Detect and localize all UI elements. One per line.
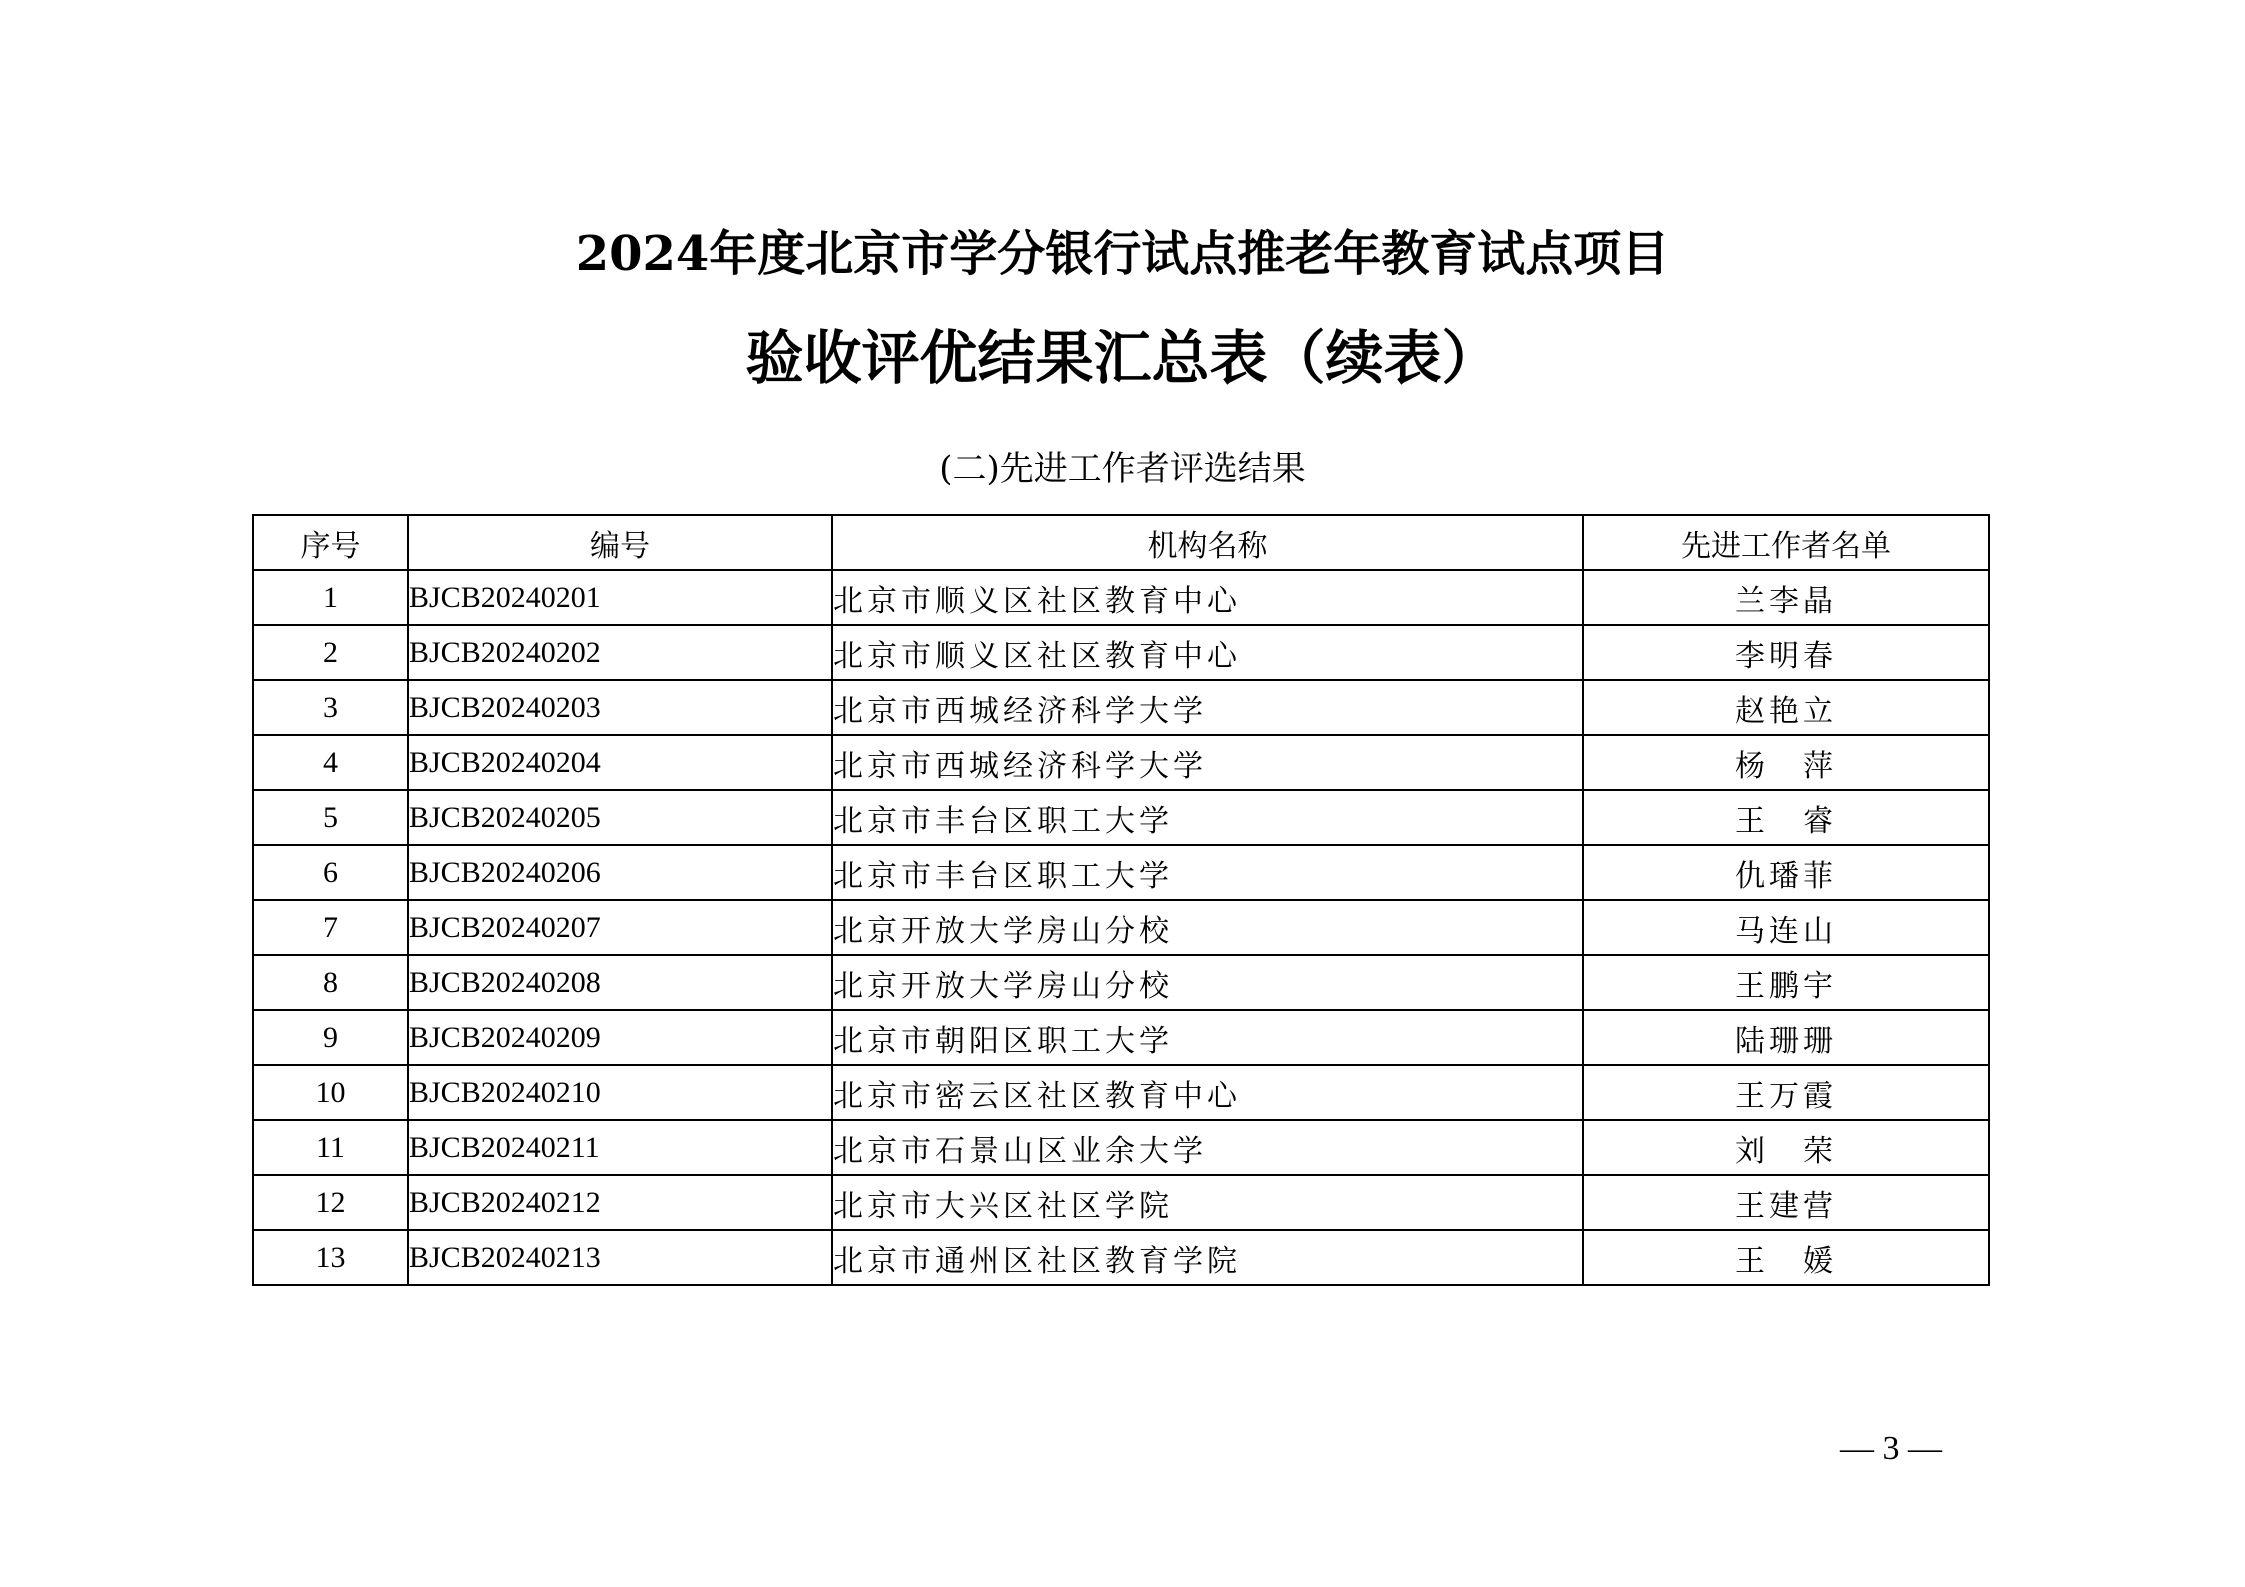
cell-name: 仇璠菲	[1583, 845, 1989, 900]
table-row	[253, 790, 1989, 845]
cell-org: 北京开放大学房山分校	[832, 900, 1583, 955]
table-row	[253, 1010, 1989, 1065]
cell-seq: 4	[253, 735, 408, 790]
cell-seq: 7	[253, 900, 408, 955]
cell-seq: 1	[253, 570, 408, 625]
table-row	[253, 1175, 1989, 1230]
document-title-line1: 2024年度北京市学分银行试点推老年教育试点项目	[575, 226, 1670, 282]
cell-code: BJCB20240213	[408, 1230, 832, 1285]
cell-name: 王鹏宇	[1583, 955, 1989, 1010]
cell-name: 刘 荣	[1583, 1120, 1989, 1175]
cell-code: BJCB20240212	[408, 1175, 832, 1230]
cell-name: 王 媛	[1583, 1230, 1989, 1285]
cell-code: BJCB20240209	[408, 1010, 832, 1065]
cell-seq: 6	[253, 845, 408, 900]
cell-name: 李明春	[1583, 625, 1989, 680]
cell-seq: 9	[253, 1010, 408, 1065]
cell-name: 王 睿	[1583, 790, 1989, 845]
table-row	[253, 1065, 1989, 1120]
cell-name: 赵艳立	[1583, 680, 1989, 735]
table-row	[253, 955, 1989, 1010]
cell-org: 北京市通州区社区教育学院	[832, 1230, 1583, 1285]
cell-org: 北京市西城经济科学大学	[832, 735, 1583, 790]
cell-code: BJCB20240203	[408, 680, 832, 735]
document-title-line2: 验收评优结果汇总表（续表）	[745, 324, 1500, 392]
cell-name: 陆珊珊	[1583, 1010, 1989, 1065]
table-row	[253, 1120, 1989, 1175]
cell-code: BJCB20240211	[408, 1120, 832, 1175]
cell-seq: 2	[253, 625, 408, 680]
cell-seq: 5	[253, 790, 408, 845]
header-code: 编号	[408, 515, 832, 570]
cell-code: BJCB20240204	[408, 735, 832, 790]
header-org: 机构名称	[832, 515, 1583, 570]
cell-org: 北京市顺义区社区教育中心	[832, 625, 1583, 680]
cell-code: BJCB20240202	[408, 625, 832, 680]
table-row	[253, 570, 1989, 625]
cell-org: 北京市大兴区社区学院	[832, 1175, 1583, 1230]
cell-code: BJCB20240201	[408, 570, 832, 625]
cell-org: 北京市丰台区职工大学	[832, 845, 1583, 900]
results-table	[252, 514, 1990, 1286]
cell-code: BJCB20240210	[408, 1065, 832, 1120]
table-row	[253, 735, 1989, 790]
cell-code: BJCB20240205	[408, 790, 832, 845]
cell-code: BJCB20240207	[408, 900, 832, 955]
cell-org: 北京市西城经济科学大学	[832, 680, 1583, 735]
header-name: 先进工作者名单	[1583, 515, 1989, 570]
page-number: — 3 —	[1840, 1430, 1942, 1467]
cell-code: BJCB20240208	[408, 955, 832, 1010]
table-row	[253, 625, 1989, 680]
cell-org: 北京市密云区社区教育中心	[832, 1065, 1583, 1120]
table-row	[253, 845, 1989, 900]
table-header-row	[253, 515, 1989, 570]
cell-name: 杨 萍	[1583, 735, 1989, 790]
cell-org: 北京市朝阳区职工大学	[832, 1010, 1583, 1065]
cell-seq: 12	[253, 1175, 408, 1230]
cell-name: 王建营	[1583, 1175, 1989, 1230]
cell-seq: 13	[253, 1230, 408, 1285]
cell-name: 王万霞	[1583, 1065, 1989, 1120]
cell-org: 北京市石景山区业余大学	[832, 1120, 1583, 1175]
table-row	[253, 680, 1989, 735]
cell-seq: 10	[253, 1065, 408, 1120]
table-row	[253, 900, 1989, 955]
section-subtitle: (二)先进工作者评选结果	[939, 449, 1306, 489]
cell-seq: 3	[253, 680, 408, 735]
header-seq: 序号	[253, 515, 408, 570]
cell-org: 北京开放大学房山分校	[832, 955, 1583, 1010]
cell-org: 北京市顺义区社区教育中心	[832, 570, 1583, 625]
cell-seq: 11	[253, 1120, 408, 1175]
table-row	[253, 1230, 1989, 1285]
cell-seq: 8	[253, 955, 408, 1010]
cell-name: 马连山	[1583, 900, 1989, 955]
table-body	[253, 570, 1989, 1285]
cell-code: BJCB20240206	[408, 845, 832, 900]
cell-org: 北京市丰台区职工大学	[832, 790, 1583, 845]
cell-name: 兰李晶	[1583, 570, 1989, 625]
